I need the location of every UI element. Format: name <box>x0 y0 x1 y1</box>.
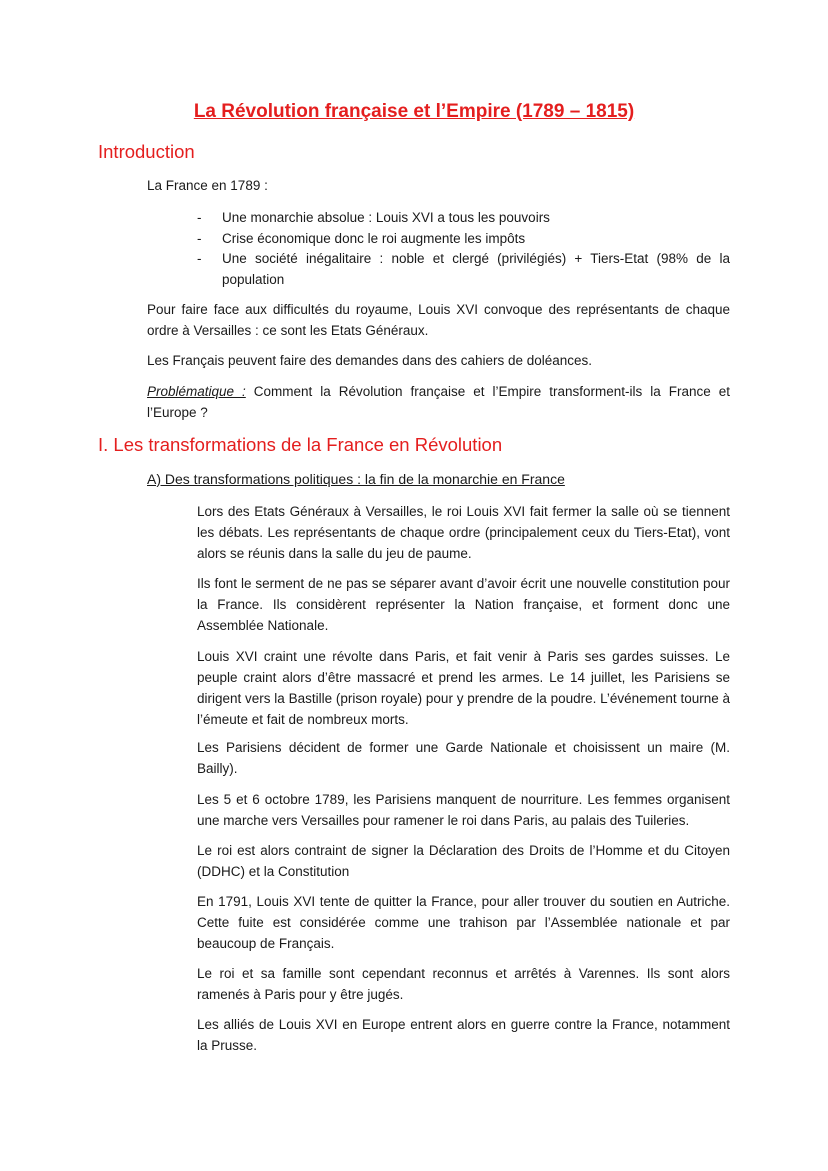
intro-label: La France en 1789 : <box>147 178 268 193</box>
list-item <box>190 229 730 250</box>
section-paragraph: Le roi est alors contraint de signer la Déclaration des Droits de l’Homme et du Citoyen (DDHC) et la Constitution <box>197 843 730 879</box>
section-paragraph: Lors des Etats Généraux à Versailles, le roi Louis XVI fait fermer la salle où se tiennent les débats. Les représentants de chaque ordre (principalement ceux du Tiers-Etat), vont alors se réunis dans la salle du jeu de paume. <box>197 504 730 561</box>
intro-paragraph: Pour faire face aux difficultés du royaume, Louis XVI convoque des représentants de chaque ordre à Versailles : ce sont les Etats Généraux. <box>147 302 730 338</box>
subsection-a-heading: A) Des transformations politiques : la fin de la monarchie en France <box>147 471 565 487</box>
intro-bullet-list <box>190 208 730 290</box>
section-paragraph: Le roi et sa famille sont cependant reconnus et arrêtés à Varennes. Ils sont alors ramenés à Paris pour y être jugés. <box>197 966 730 1002</box>
introduction-heading: Introduction <box>98 141 195 162</box>
section-paragraph: Les alliés de Louis XVI en Europe entrent alors en guerre contre la France, notamment la Prusse. <box>197 1017 730 1053</box>
section-1-heading: I. Les transformations de la France en Révolution <box>98 434 503 455</box>
intro-paragraph: Les Français peuvent faire des demandes dans des cahiers de doléances. <box>147 353 593 368</box>
list-item <box>190 208 730 229</box>
list-item <box>190 249 730 290</box>
section-paragraph: Les 5 et 6 octobre 1789, les Parisiens manquent de nourriture. Les femmes organisent une marche vers Versailles pour ramener le roi dans Paris, au palais des Tuileries. <box>197 792 730 828</box>
bullet-text: Une société inégalitaire : noble et clergé (privilégiés) + Tiers-Etat (98% de la population <box>222 251 730 287</box>
problematique-paragraph <box>147 381 730 423</box>
problematique-label: Problématique : <box>147 384 246 399</box>
section-paragraph: En 1791, Louis XVI tente de quitter la France, pour aller trouver du soutien en Autriche. Cette fuite est considérée comme une trahison par l’Assemblée nationale et par beaucoup de Français. <box>197 894 730 951</box>
section-paragraph: Louis XVI craint une révolte dans Paris, et fait venir à Paris ses gardes suisses. Le peuple craint alors d’être massacré et prend les armes. Le 14 juillet, les Parisiens se dirigent vers la Bastille (prison royale) pour y prendre de la poudre. L’événement tourne à l’émeute et fait de nombreux morts. <box>197 649 730 727</box>
section-paragraph: Les Parisiens décident de former une Garde Nationale et choisissent un maire (M. Bailly). <box>197 740 730 776</box>
problematique-text: Comment la Révolution française et l’Empire transforment-ils la France et l’Europe ? <box>147 384 731 420</box>
bullet-text: Crise économique donc le roi augmente les impôts <box>222 230 526 246</box>
bullet-dash: - <box>197 230 202 246</box>
bullet-text: Une monarchie absolue : Louis XVI a tous les pouvoirs <box>222 210 550 225</box>
section-paragraph: Ils font le serment de ne pas se séparer avant d’avoir écrit une nouvelle constitution pour la France. Ils considèrent représenter la Nation française, et forment donc une Assemblée Nationale. <box>197 576 730 633</box>
bullet-dash: - <box>197 251 202 266</box>
bullet-dash: - <box>197 210 202 225</box>
page-title: La Révolution française et l’Empire (1789 – 1815) <box>193 101 635 122</box>
